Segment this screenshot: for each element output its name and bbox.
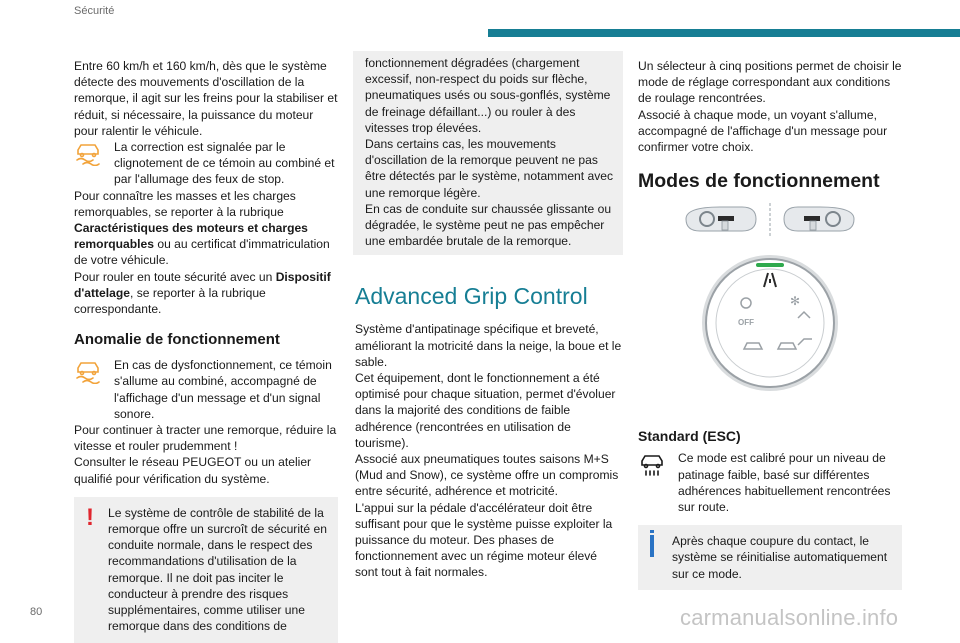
section-title-advanced-grip-control: Advanced Grip Control <box>355 283 588 310</box>
trailer-stability-warning-icon <box>74 140 102 166</box>
section-title-modes: Modes de fonctionnement <box>638 170 880 193</box>
info-box <box>638 525 902 590</box>
paragraph-selector: Un sélecteur à cinq positions permet de choisir le mode de réglage correspondant aux conditions de roulage rencontrées. <box>638 59 902 106</box>
paragraph-masses: Pour connaître les masses et les charges remorquables, se reporter à la rubrique Caractéristiques des moteurs et charges remorquables ou au certificat d'immatriculation de votre véhicule. <box>74 188 330 268</box>
trailer-correction-note <box>74 139 338 188</box>
info-icon-dot <box>650 530 654 533</box>
malfunction-note <box>74 357 338 422</box>
esc-mode-icon <box>638 451 666 477</box>
running-header-section: Sécurité <box>74 5 115 17</box>
warning-slippery-road: En cas de conduite sur chaussée glissante ou dégradée, le système peut ne pas empêcher une embardée brutale de la remorque. <box>365 201 612 249</box>
selector-dial <box>702 255 838 391</box>
selector-dial-illustration <box>638 203 902 428</box>
paragraph-reduce-speed: Pour continuer à tracter une remorque, réduire la vitesse et rouler prudemment ! <box>74 423 337 454</box>
heading-standard-esc: Standard (ESC) <box>638 428 741 445</box>
column-left <box>74 58 338 643</box>
standard-mode-note <box>638 450 902 515</box>
paragraph-malfunction: En cas de dysfonctionnement, ce témoin s'allume au combiné, accompagné de l'affichage d'un message et d'un signal sonore. <box>114 358 332 421</box>
warning-box <box>74 497 338 643</box>
warning-box-continued <box>353 51 623 255</box>
paragraph-agc-intro: Système d'antipatinage spécifique et breveté, améliorant la motricité dans la neige, la boue et le sable. <box>355 322 622 369</box>
paragraph-consult-dealer: Consulter le réseau PEUGEOT ou un atelier qualifié pour vérification du système. <box>74 455 312 486</box>
info-text: Après chaque coupure du contact, le système se réinitialise automatiquement sur ce mode. <box>672 534 888 581</box>
dial-off-label: OFF <box>738 318 754 328</box>
paragraph-correction: La correction est signalée par le clignotement de ce témoin au combiné et par l'allumage des feux de stop. <box>114 140 335 187</box>
steering-wheel-right-icon <box>784 207 854 231</box>
link-towing-device: Dispositif d'attelage <box>74 269 331 300</box>
watermark: carmanualsonline.info <box>680 605 899 630</box>
column-middle <box>355 51 623 581</box>
link-engine-characteristics: Caractéristiques des moteurs et charges remorquables <box>74 221 308 252</box>
paragraph-agc-accelerator: L'appui sur la pédale d'accélérateur doit être suffisant pour que le système puisse exploiter la puissance du moteur. Des phases de fonctionnement avec un régime moteur élevé sont tout à fait normales. <box>355 500 613 580</box>
trailer-stability-warning-icon <box>74 358 102 384</box>
info-icon <box>650 535 654 557</box>
page-number: 80 <box>30 606 43 618</box>
paragraph-agc-optimized: Cet équipement, dont le fonctionnement a été optimisé pour chaque situation, permet d'évoluer dans la majorité des conditions de faible adhérence (rencontrées en utilisation de tourisme). <box>355 371 616 450</box>
paragraph-oscillation: Entre 60 km/h et 160 km/h, dès que le système détecte des mouvements d'oscillation de la remorque, il agit sur les freins pour la stabiliser et réduit, si nécessaire, la puissance du moteur pour ralentir le véhicule. <box>74 59 338 138</box>
paragraph-agc-tyres: Associé aux pneumatiques toutes saisons M+S (Mud and Snow), ce système offre un compromis entre sécurité, adhérence et motricité. <box>355 452 619 499</box>
heading-malfunction: Anomalie de fonctionnement <box>74 331 280 349</box>
header-accent-bar <box>488 29 960 37</box>
paragraph-standard-mode: Ce mode est calibré pour un niveau de patinage faible, basé sur différentes adhérences habituellement rencontrées sur route. <box>678 451 891 515</box>
paragraph-mode-confirm: Associé à chaque mode, un voyant s'allume, accompagné de l'affichage d'un message pour confirmer votre choix. <box>638 107 888 155</box>
warning-light-trailer: Dans certains cas, les mouvements d'oscillation de la remorque peuvent ne pas être détectés par le système, notamment avec une remorque légère. <box>365 137 614 200</box>
svg-text:✻: ✻ <box>790 294 801 309</box>
column-right <box>638 58 902 590</box>
steering-wheel-left-icon <box>686 207 756 231</box>
exclamation-warning-icon: ! <box>86 503 94 531</box>
warning-text: Le système de contrôle de stabilité de la remorque offre un surcroît de sécurité en conduite normale, dans le respect des recommandations d'utilisation de la remorque. Il ne doit pas inciter le conducteur à prendre des risques supplémentaires, comme utiliser une remorque dans des conditions de <box>108 505 327 634</box>
warning-continued-text: fonctionnement dégradées (chargement excessif, non-respect du poids sur flèche, pneumatiques usés ou sous-gonflés, système de freinage défaillant...) ou rouler à des vitesses trop élevées. <box>365 56 611 135</box>
grip-control-illustration <box>638 203 902 428</box>
paragraph-towing: Pour rouler en toute sécurité avec un Dispositif d'attelage, se reporter à la rubrique correspondante. <box>74 269 331 317</box>
